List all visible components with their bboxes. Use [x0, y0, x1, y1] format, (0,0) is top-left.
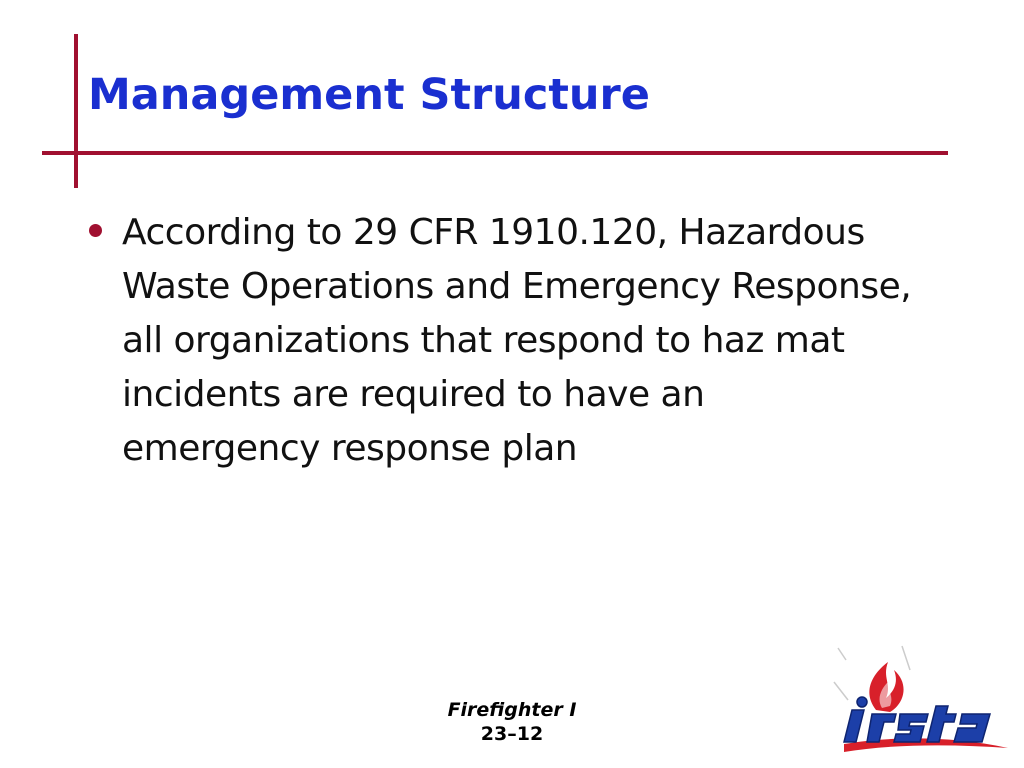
ifsta-logo	[832, 640, 1018, 764]
flame-icon	[869, 662, 903, 712]
bullet-list	[86, 206, 936, 476]
horizontal-rule	[42, 151, 948, 155]
footer-course: Firefighter I	[447, 699, 577, 721]
footer-page-number: 23–12	[480, 723, 544, 745]
bullet-item	[86, 206, 936, 476]
slide-title: Management Structure	[88, 70, 650, 120]
vertical-rule	[74, 34, 78, 188]
bullet-text: According to 29 CFR 1910.120, Hazardous Waste Operations and Emergency Response, all organizations that respond to haz mat incidents are required to have an emergency response plan	[122, 212, 912, 469]
bullet-dot-icon	[89, 224, 102, 237]
slide-footer	[412, 698, 612, 746]
